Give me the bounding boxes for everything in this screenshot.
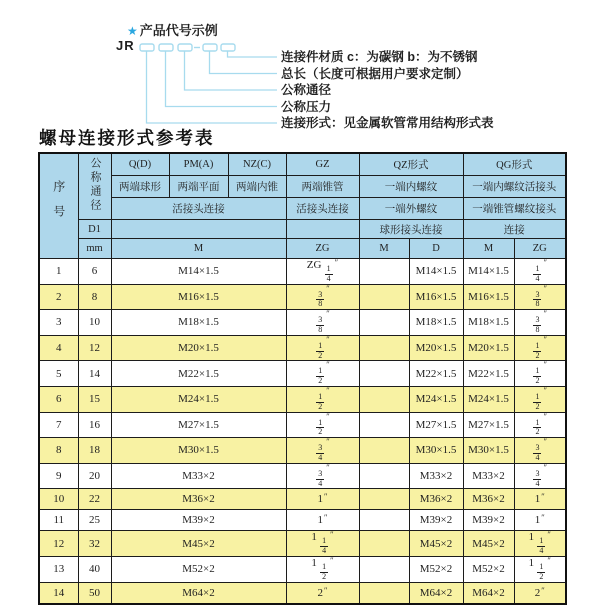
cell-m: M16×1.5 (111, 284, 286, 310)
cell-dn: 14 (78, 361, 111, 387)
cell-qz-m (359, 412, 409, 438)
product-code-heading-text: 产品代号示例 (139, 23, 218, 38)
cell-qz-m (359, 556, 409, 582)
header-m-label: M (111, 239, 286, 259)
label-connection-form: 连接形式：见金属软管常用结构形式表 (281, 116, 494, 130)
cell-gz: ZG $\frac{1}{4}$ ″ (286, 259, 359, 285)
cell-seq: 7 (39, 412, 78, 438)
cell-m: M39×2 (111, 510, 286, 531)
cell-qg-m: M33×2 (463, 463, 514, 489)
cell-qz-d: M22×1.5 (409, 361, 463, 387)
fraction: $\frac{1}{2}$ (535, 391, 540, 411)
connector-line-2 (166, 51, 278, 107)
cell-dn: 32 (78, 531, 111, 557)
cell-qz-m (359, 386, 409, 412)
cell-dn: 12 (78, 335, 111, 361)
nut-connection-reference-table (38, 152, 567, 605)
cell-gz: $\frac{1}{2}$ ″ (286, 412, 359, 438)
product-code-diagram (0, 0, 600, 135)
fraction: $\frac{1}{2}$ (318, 417, 323, 437)
cell-seq: 14 (39, 582, 78, 604)
cell-qz-m (359, 284, 409, 310)
cell-m: M27×1.5 (111, 412, 286, 438)
cell-gz: $\frac{3}{8}$ ″ (286, 284, 359, 310)
product-code-prefix: JR (116, 38, 135, 53)
header-gz-desc: 两端锥管 (286, 176, 359, 198)
connector-line-5 (228, 51, 278, 57)
fraction: $\frac{1}{2}$ (535, 417, 540, 437)
fraction: $\frac{3}{4}$ (535, 443, 540, 462)
cell-qz-d: M14×1.5 (409, 259, 463, 285)
cell-qg-zg: $\frac{1}{2}$ ″ (514, 361, 566, 387)
cell-qz-m (359, 361, 409, 387)
code-box-1 (140, 44, 154, 51)
cell-qg-m: M18×1.5 (463, 310, 514, 336)
cell-qz-d: M36×2 (409, 489, 463, 510)
header-qg-zg-label: ZG (514, 239, 566, 259)
header-mm: mm (78, 239, 111, 259)
cell-seq: 9 (39, 463, 78, 489)
cell-seq: 2 (39, 284, 78, 310)
cell-qg-zg: $\frac{1}{2}$ ″ (514, 386, 566, 412)
cell-gz: 1 $\frac{1}{2}$ ″ (286, 556, 359, 582)
cell-gz: $\frac{3}{8}$ ″ (286, 310, 359, 336)
cell-seq: 10 (39, 489, 78, 510)
header-qz-desc2: 一端外螺纹 (359, 198, 463, 220)
header-seq-text: 序号 (51, 179, 66, 230)
label-total-length: 总长（长度可根据用户要求定制） (281, 66, 469, 81)
header-col-pm: PM(A) (169, 153, 228, 176)
cell-qg-m: M30×1.5 (463, 438, 514, 464)
header-col-q: Q(D) (111, 153, 169, 176)
cell-seq: 1 (39, 259, 78, 285)
cell-qg-zg: $\frac{3}{4}$ ″ (514, 438, 566, 464)
cell-m: M45×2 (111, 531, 286, 557)
cell-dn: 8 (78, 284, 111, 310)
table-row (39, 438, 566, 464)
cell-seq: 8 (39, 438, 78, 464)
cell-qg-m: M24×1.5 (463, 386, 514, 412)
header-nz-desc: 两端内锥 (228, 176, 286, 198)
cell-qg-zg: $\frac{3}{8}$ ″ (514, 284, 566, 310)
cell-m: M64×2 (111, 582, 286, 604)
cell-qz-m (359, 438, 409, 464)
header-qg-desc2: 一端锥管螺纹接头 (463, 198, 566, 220)
cell-gz: $\frac{1}{2}$ ″ (286, 335, 359, 361)
cell-qz-m (359, 531, 409, 557)
cell-gz: 1 $\frac{1}{4}$ ″ (286, 531, 359, 557)
cell-qz-m (359, 335, 409, 361)
fraction: $\frac{3}{4}$ (318, 468, 323, 488)
cell-qg-m: M64×2 (463, 582, 514, 604)
cell-qg-m: M27×1.5 (463, 412, 514, 438)
header-dn (78, 153, 111, 220)
cell-qg-zg: 1″ (514, 510, 566, 531)
cell-qz-m (359, 489, 409, 510)
cell-qz-d: M30×1.5 (409, 438, 463, 464)
cell-seq: 5 (39, 361, 78, 387)
cell-dn: 20 (78, 463, 111, 489)
fraction: $\frac{3}{4}$ (535, 468, 540, 488)
cell-qz-d: M52×2 (409, 556, 463, 582)
cell-qz-d: M45×2 (409, 531, 463, 557)
cell-dn: 18 (78, 438, 111, 464)
table-row (39, 489, 566, 510)
cell-m: M22×1.5 (111, 361, 286, 387)
cell-qg-zg: 1 $\frac{1}{2}$ ″ (514, 556, 566, 582)
fraction: $\frac{1}{2}$ (539, 561, 544, 581)
fraction: $\frac{3}{8}$ (535, 315, 540, 334)
cell-qz-m (359, 310, 409, 336)
cell-m: M18×1.5 (111, 310, 286, 336)
fraction: $\frac{3}{8}$ (318, 289, 323, 309)
cell-gz: 2″ (286, 582, 359, 604)
cell-gz: $\frac{3}{4}$ ″ (286, 463, 359, 489)
cell-dn: 25 (78, 510, 111, 531)
header-qg-connection: 连接 (463, 220, 566, 239)
cell-qz-d: M16×1.5 (409, 284, 463, 310)
header-qz-connection: 球形接头连接 (359, 220, 463, 239)
fraction: $\frac{1}{2}$ (318, 366, 323, 386)
header-qg-m-label: M (463, 239, 514, 259)
cell-gz: $\frac{1}{2}$ ″ (286, 386, 359, 412)
code-box-2 (159, 44, 173, 51)
header-q-desc: 两端球形 (111, 176, 169, 198)
table-title: 螺母连接形式参考表 (39, 128, 215, 148)
fraction: $\frac{1}{4}$ (535, 264, 540, 283)
header-d1: D1 (78, 220, 111, 239)
cell-m: M52×2 (111, 556, 286, 582)
cell-gz: $\frac{3}{4}$ ″ (286, 438, 359, 464)
table-row (39, 510, 566, 531)
cell-qz-d: M18×1.5 (409, 310, 463, 336)
cell-gz: $\frac{1}{2}$ ″ (286, 361, 359, 387)
table-row (39, 335, 566, 361)
cell-qg-zg: 1″ (514, 489, 566, 510)
header-col-nz: NZ(C) (228, 153, 286, 176)
cell-m: M14×1.5 (111, 259, 286, 285)
table-row (39, 259, 566, 285)
fraction: $\frac{1}{2}$ (322, 561, 327, 581)
cell-dn: 15 (78, 386, 111, 412)
header-gz-connection: 活接头连接 (286, 198, 359, 220)
fraction: $\frac{1}{4}$ (539, 536, 544, 556)
fraction: $\frac{1}{4}$ (322, 536, 327, 556)
cell-m: M36×2 (111, 489, 286, 510)
header-col-qz: QZ形式 (359, 153, 463, 176)
code-box-4 (203, 44, 217, 51)
table-row (39, 310, 566, 336)
header-qz-m-label: M (359, 239, 409, 259)
cell-dn: 16 (78, 412, 111, 438)
cell-m: M33×2 (111, 463, 286, 489)
fraction: $\frac{1}{2}$ (318, 340, 323, 360)
fraction: $\frac{3}{4}$ (318, 443, 323, 462)
cell-qz-d: M24×1.5 (409, 386, 463, 412)
star-icon: ★ (127, 24, 138, 38)
cell-qz-m (359, 510, 409, 531)
cell-dn: 22 (78, 489, 111, 510)
code-box-5 (221, 44, 235, 51)
label-nominal-pressure: 公称压力 (281, 99, 332, 114)
header-qz-desc: 一端内螺纹 (359, 176, 463, 198)
header-dn-text: 公称通径 (89, 157, 101, 213)
header-empty-gz (286, 220, 359, 239)
header-pm-desc: 两端平面 (169, 176, 228, 198)
header-qg-desc: 一端内螺纹活接头 (463, 176, 566, 198)
cell-seq: 12 (39, 531, 78, 557)
cell-qz-d: M27×1.5 (409, 412, 463, 438)
fraction: $\frac{1}{2}$ (535, 340, 540, 360)
cell-seq: 3 (39, 310, 78, 336)
fraction: $\frac{3}{8}$ (318, 315, 323, 334)
cell-qg-m: M20×1.5 (463, 335, 514, 361)
cell-m: M20×1.5 (111, 335, 286, 361)
cell-qg-zg: $\frac{3}{8}$ ″ (514, 310, 566, 336)
connector-line-4 (210, 51, 278, 74)
cell-qz-d: M20×1.5 (409, 335, 463, 361)
header-col-gz: GZ (286, 153, 359, 176)
cell-gz: 1″ (286, 510, 359, 531)
header-empty-qpmnz (111, 220, 286, 239)
cell-qz-d: M39×2 (409, 510, 463, 531)
cell-seq: 4 (39, 335, 78, 361)
cell-qg-m: M45×2 (463, 531, 514, 557)
cell-qz-d: M64×2 (409, 582, 463, 604)
table-row (39, 412, 566, 438)
table-row (39, 284, 566, 310)
table-row (39, 386, 566, 412)
cell-qg-m: M52×2 (463, 556, 514, 582)
cell-gz: 1″ (286, 489, 359, 510)
cell-qg-zg: $\frac{1}{2}$ ″ (514, 335, 566, 361)
fraction: $\frac{1}{4}$ (326, 264, 331, 283)
cell-qg-zg: $\frac{3}{4}$ ″ (514, 463, 566, 489)
header-col-qg: QG形式 (463, 153, 566, 176)
table-body (39, 259, 566, 604)
fraction: $\frac{1}{2}$ (535, 366, 540, 386)
cell-dn: 50 (78, 582, 111, 604)
cell-qz-m (359, 582, 409, 604)
cell-seq: 13 (39, 556, 78, 582)
label-nominal-diameter: 公称通径 (281, 83, 332, 97)
cell-dn: 10 (78, 310, 111, 336)
code-box-3 (178, 44, 192, 51)
cell-qz-m (359, 463, 409, 489)
product-code-heading (127, 20, 218, 39)
cell-qg-m: M22×1.5 (463, 361, 514, 387)
cell-qg-m: M36×2 (463, 489, 514, 510)
cell-qg-zg: 1 $\frac{1}{4}$ ″ (514, 531, 566, 557)
cell-seq: 11 (39, 510, 78, 531)
cell-seq: 6 (39, 386, 78, 412)
header-qz-d-label: D (409, 239, 463, 259)
header-seq (39, 153, 78, 259)
cell-qz-m (359, 259, 409, 285)
header-zg-label: ZG (286, 239, 359, 259)
cell-qg-zg: 2″ (514, 582, 566, 604)
cell-qg-m: M16×1.5 (463, 284, 514, 310)
cell-qg-m: M14×1.5 (463, 259, 514, 285)
header-union-connection: 活接头连接 (111, 198, 286, 220)
cell-qg-zg: $\frac{1}{4}$ ″ (514, 259, 566, 285)
cell-qg-zg: $\frac{1}{2}$ ″ (514, 412, 566, 438)
fraction: $\frac{3}{8}$ (535, 289, 540, 309)
cell-dn: 6 (78, 259, 111, 285)
cell-dn: 40 (78, 556, 111, 582)
cell-qz-d: M33×2 (409, 463, 463, 489)
fraction: $\frac{1}{2}$ (318, 391, 323, 411)
table-row (39, 361, 566, 387)
cell-qg-m: M39×2 (463, 510, 514, 531)
cell-m: M30×1.5 (111, 438, 286, 464)
cell-m: M24×1.5 (111, 386, 286, 412)
table-row (39, 463, 566, 489)
label-material: 连接件材质 c：为碳钢 b：为不锈钢 (281, 50, 478, 64)
table-row (39, 556, 566, 582)
table-row (39, 582, 566, 604)
table-row (39, 531, 566, 557)
